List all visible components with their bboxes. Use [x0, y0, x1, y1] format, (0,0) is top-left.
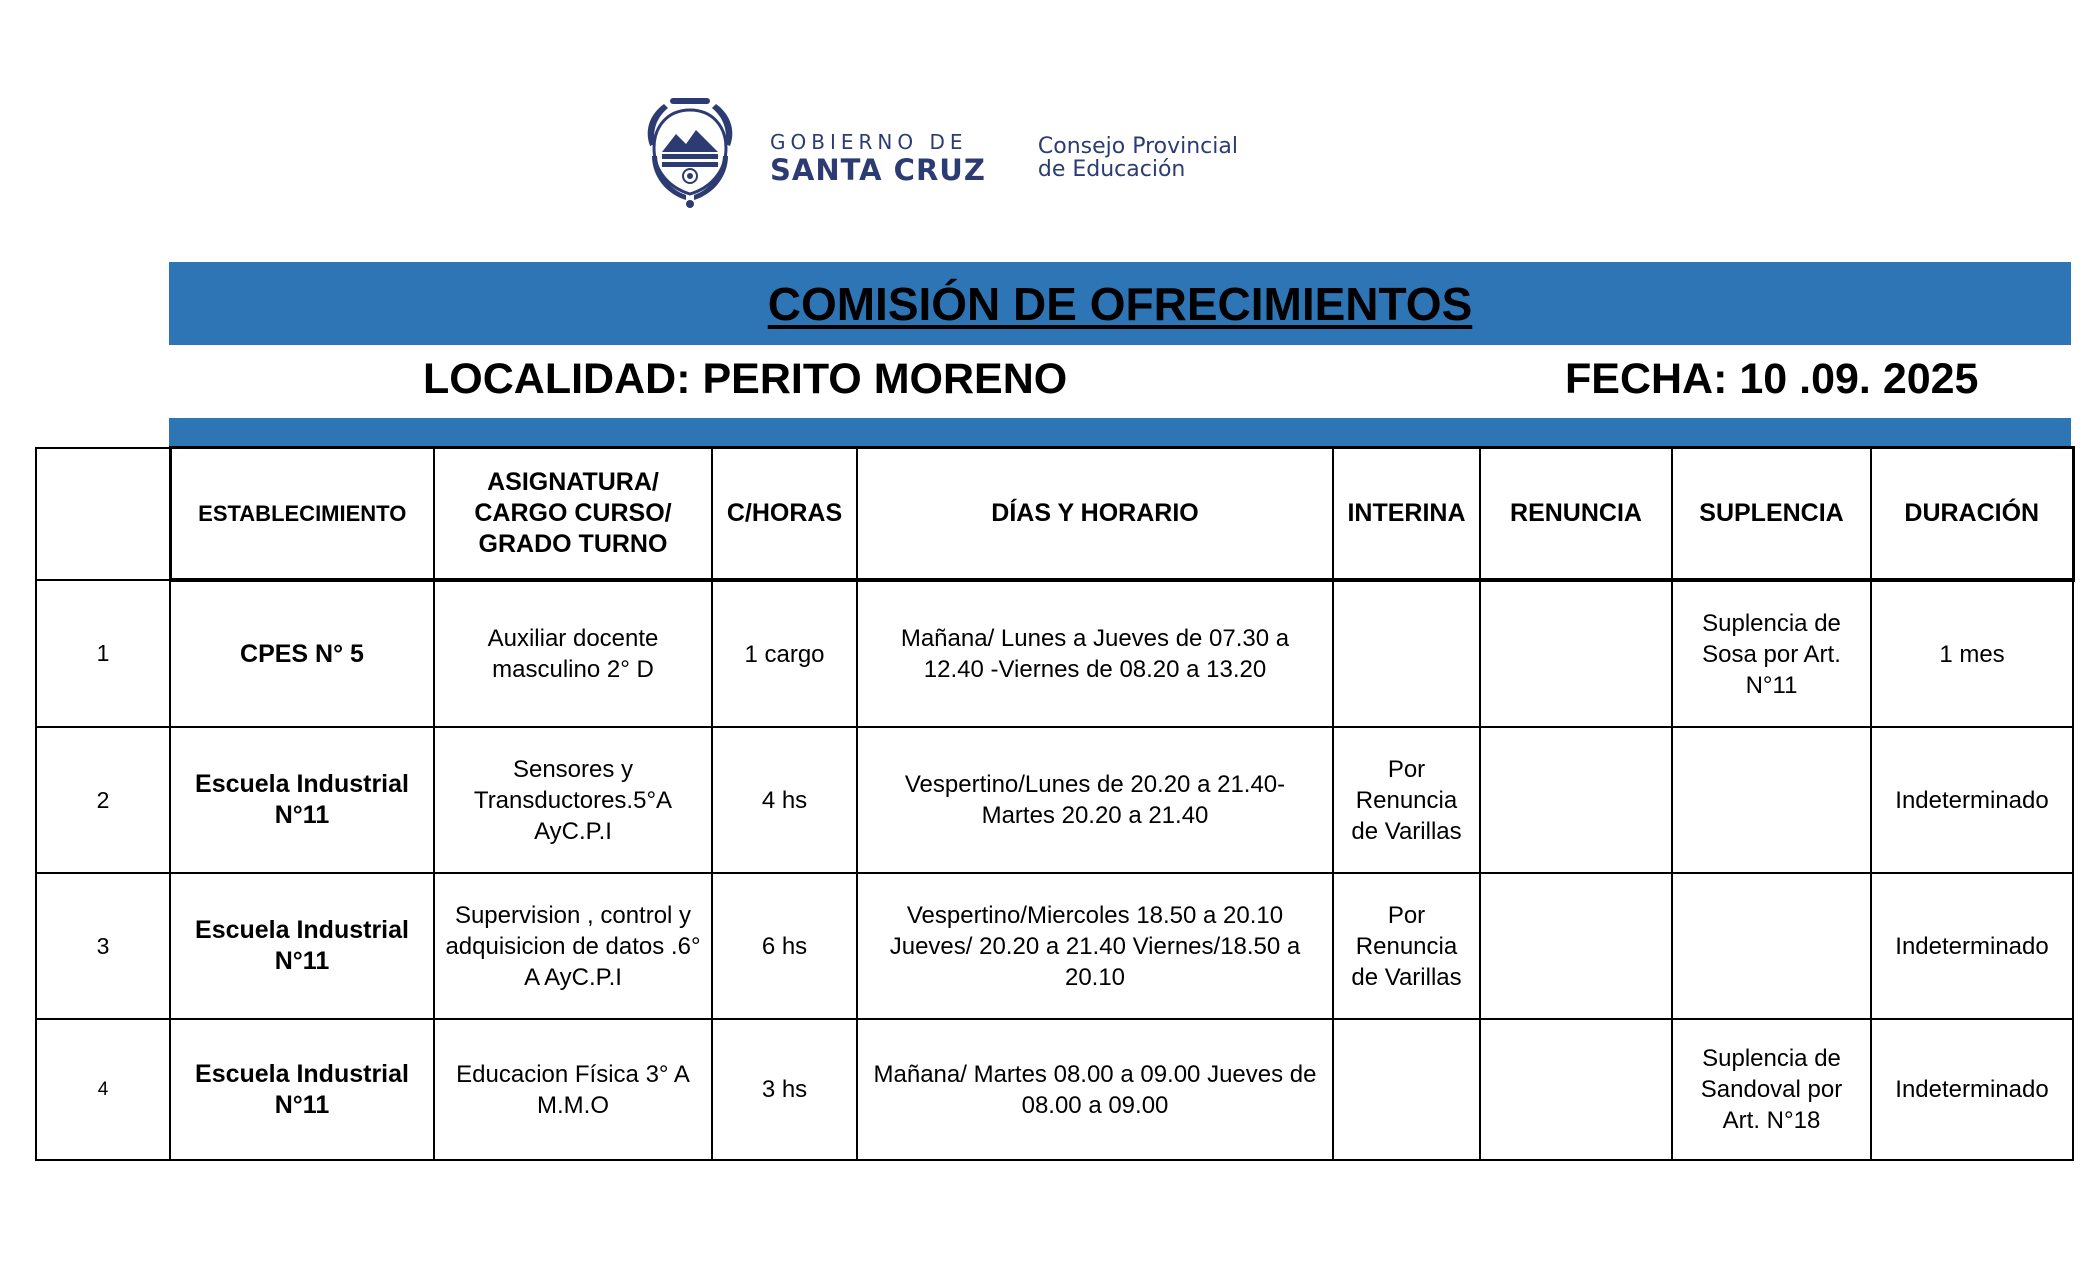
dias-line-2: Jueves/ 20.20 a 21.40 Viernes/18.50 a	[889, 932, 1301, 960]
sup-line-1: Suplencia de	[1702, 609, 1841, 637]
header-renuncia: RENUNCIA	[1480, 448, 1672, 581]
int-line-1: Por	[1387, 755, 1426, 783]
dias-line-2: Martes 20.20 a 21.40	[981, 802, 1209, 829]
asig-line-3: AyC.P.I	[534, 817, 612, 845]
asig-line-2: Transductores.5°A	[473, 786, 673, 814]
asig-line-1: Auxiliar docente	[487, 625, 659, 652]
row-horas: 3 hs	[712, 1019, 857, 1160]
row-dias	[857, 580, 1333, 727]
sup-line-3: N°11	[1745, 671, 1798, 699]
row-renuncia	[1480, 873, 1672, 1019]
table-header-row	[36, 448, 2073, 581]
thin-band	[169, 418, 2071, 446]
header-suplencia: SUPLENCIA	[1672, 448, 1871, 581]
date-label: FECHA: 10 .09. 2025	[1565, 355, 1979, 403]
province-name: SANTA CRUZ	[770, 153, 986, 187]
council-name	[1038, 135, 1238, 181]
row-number: 4	[36, 1019, 170, 1160]
int-line-2: Renuncia	[1355, 932, 1458, 960]
council-line-2: de Educación	[1037, 157, 1186, 182]
row-number: 3	[36, 873, 170, 1019]
header-number	[36, 448, 170, 581]
row-interina	[1333, 727, 1480, 873]
row-renuncia	[1480, 727, 1672, 873]
row-duracion: 1 mes	[1871, 580, 2073, 727]
dias-line-3: 20.10	[1064, 963, 1126, 991]
header-establecimiento: ESTABLECIMIENTO	[170, 448, 434, 581]
dias-line-1: Vespertino/Lunes de 20.20 a 21.40-	[904, 771, 1286, 798]
row-asignatura	[434, 580, 712, 727]
asig-line-3: A AyC.P.I	[524, 963, 622, 991]
asig-line-1: Supervision , control y	[454, 901, 692, 929]
government-label: GOBIERNO DE	[770, 130, 968, 154]
table-row	[36, 580, 2073, 727]
row-suplencia	[1672, 727, 1871, 873]
row-establecimiento	[170, 580, 434, 727]
header-duracion: DURACIÓN	[1871, 448, 2073, 581]
government-logo	[640, 96, 1238, 214]
header-dias: DÍAS Y HORARIO	[857, 448, 1333, 581]
row-duracion: Indeterminado	[1871, 873, 2073, 1019]
row-suplencia	[1672, 580, 1871, 727]
row-interina	[1333, 1019, 1480, 1160]
int-line-3: de Varillas	[1351, 963, 1462, 991]
int-line-2: Renuncia	[1355, 786, 1458, 814]
row-number: 2	[36, 727, 170, 873]
header-horas: C/HORAS	[712, 448, 857, 581]
estab-line-2: N°11	[274, 801, 330, 829]
row-horas: 6 hs	[712, 873, 857, 1019]
sup-line-3: Art. N°18	[1722, 1107, 1821, 1134]
row-number: 1	[36, 580, 170, 727]
header-interina: INTERINA	[1333, 448, 1480, 581]
asig-line-2: masculino 2° D	[492, 656, 654, 683]
dias-line-1: Mañana/ Martes 08.00 a 09.00 Jueves de	[873, 1060, 1317, 1088]
row-interina	[1333, 580, 1480, 727]
estab-line-1: CPES N° 5	[240, 639, 364, 668]
row-suplencia	[1672, 1019, 1871, 1160]
title-band	[169, 262, 2071, 345]
dias-line-1: Mañana/ Lunes a Jueves de 07.30 a	[900, 625, 1290, 652]
row-asignatura	[434, 873, 712, 1019]
estab-line-1: Escuela Industrial	[195, 916, 409, 944]
document-title: COMISIÓN DE OFRECIMIENTOS	[767, 277, 1473, 330]
row-horas: 4 hs	[712, 727, 857, 873]
sup-line-2: Sandoval por	[1700, 1076, 1843, 1103]
table-row	[36, 1019, 2073, 1160]
table-row	[36, 873, 2073, 1019]
dias-line-2: 12.40 -Viernes de 08.20 a 13.20	[923, 656, 1267, 683]
header-asignatura-line-3: GRADO TURNO	[478, 530, 668, 558]
row-duracion: Indeterminado	[1871, 727, 2073, 873]
dias-line-2: 08.00 a 09.00	[1021, 1091, 1169, 1119]
row-establecimiento	[170, 727, 434, 873]
offers-table	[35, 446, 2075, 1161]
row-dias	[857, 1019, 1333, 1160]
table-row	[36, 727, 2073, 873]
dias-line-1: Vespertino/Miercoles 18.50 a 20.10	[906, 901, 1284, 929]
estab-line-1: Escuela Industrial	[195, 770, 409, 798]
header-asignatura-line-2: CARGO CURSO/	[474, 499, 672, 527]
estab-line-2: N°11	[274, 947, 330, 975]
government-name	[770, 130, 986, 186]
row-establecimiento	[170, 873, 434, 1019]
header-asignatura	[434, 448, 712, 581]
estab-line-2: N°11	[274, 1090, 330, 1119]
int-line-3: de Varillas	[1351, 817, 1462, 845]
row-interina	[1333, 873, 1480, 1019]
santa-cruz-seal-icon	[640, 96, 740, 214]
row-asignatura	[434, 1019, 712, 1160]
sup-line-1: Suplencia de	[1702, 1045, 1841, 1072]
int-line-1: Por	[1387, 901, 1426, 929]
council-line-1: Consejo Provincial	[1037, 134, 1238, 159]
row-renuncia	[1480, 580, 1672, 727]
row-duracion: Indeterminado	[1871, 1019, 2073, 1160]
locality-label: LOCALIDAD: PERITO MORENO	[423, 355, 1068, 403]
row-establecimiento	[170, 1019, 434, 1160]
asig-line-1: Educacion Física 3° A	[456, 1060, 690, 1088]
estab-line-1: Escuela Industrial	[195, 1059, 409, 1088]
row-asignatura	[434, 727, 712, 873]
row-dias	[857, 727, 1333, 873]
asig-line-1: Sensores y	[512, 755, 634, 783]
asig-line-2: adquisicion de datos .6°	[445, 932, 701, 960]
sup-line-2: Sosa por Art.	[1702, 640, 1841, 668]
row-horas: 1 cargo	[712, 580, 857, 727]
asig-line-2: M.M.O	[537, 1091, 609, 1119]
row-dias	[857, 873, 1333, 1019]
row-suplencia	[1672, 873, 1871, 1019]
header-asignatura-line-1: ASIGNATURA/	[487, 468, 659, 496]
row-renuncia	[1480, 1019, 1672, 1160]
